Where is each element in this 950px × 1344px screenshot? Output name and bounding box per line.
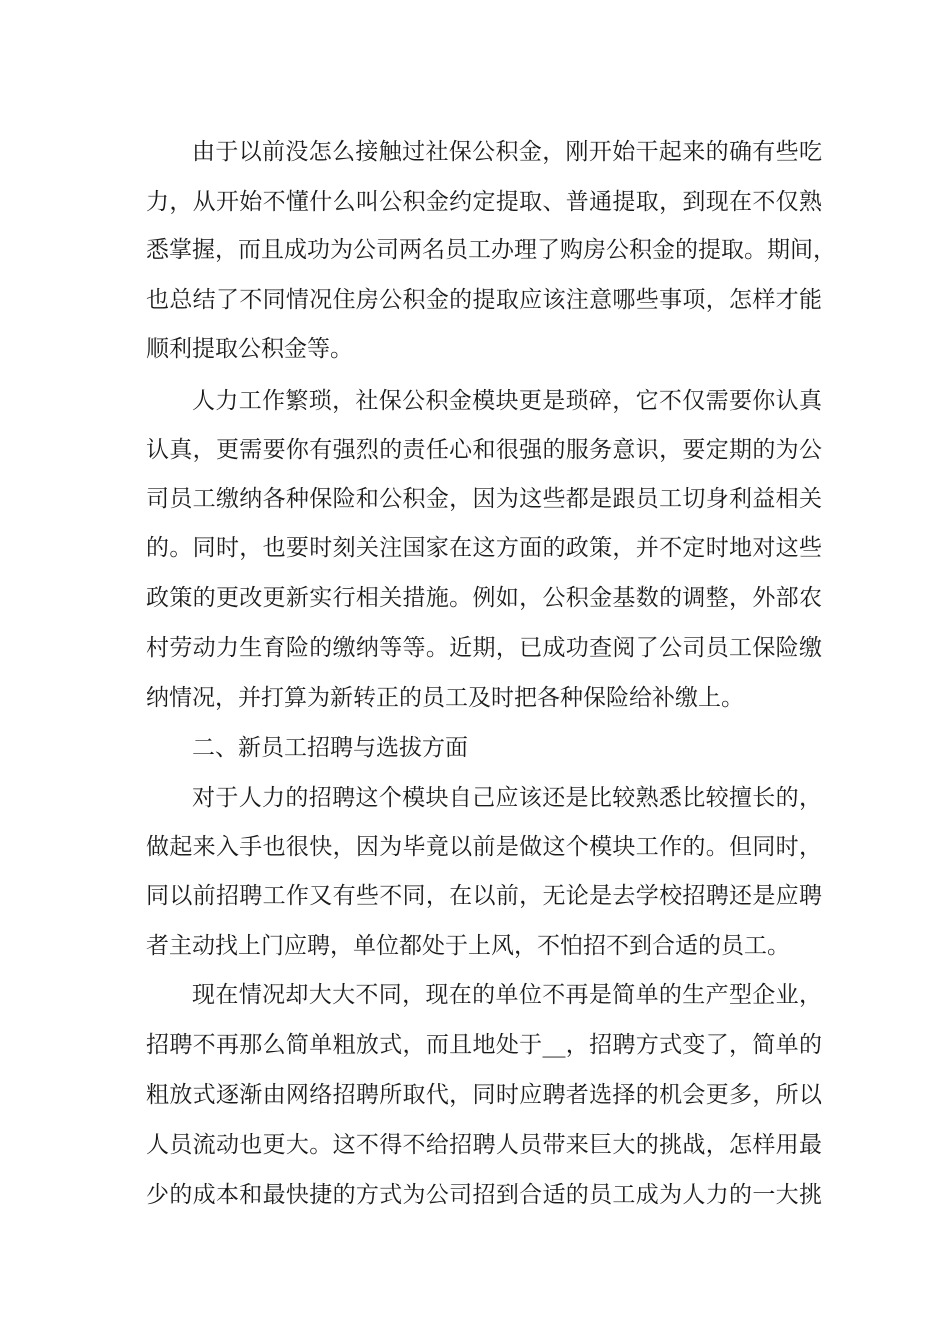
text-line: 粗放式逐渐由网络招聘所取代，同时应聘者选择的机会更多，所以 <box>146 1082 822 1108</box>
text-line: 村劳动力生育险的缴纳等等。近期，已成功查阅了公司员工保险缴 <box>146 635 822 661</box>
text-line: 对于人力的招聘这个模块自己应该还是比较熟悉比较擅长的， <box>192 785 822 811</box>
text-line: 招聘不再那么简单粗放式，而且地处于__，招聘方式变了，简单的 <box>146 1032 822 1058</box>
section-heading: 二、新员工招聘与选拔方面 <box>192 735 468 761</box>
text-line: 力，从开始不懂什么叫公积金约定提取、普通提取，到现在不仅熟 <box>146 189 822 215</box>
text-line: 人力工作繁琐，社保公积金模块更是琐碎，它不仅需要你认真 <box>192 388 822 414</box>
text-line: 现在情况却大大不同，现在的单位不再是简单的生产型企业， <box>192 982 822 1008</box>
text-line: 政策的更改更新实行相关措施。例如，公积金基数的调整，外部农 <box>146 585 822 611</box>
text-line: 同以前招聘工作又有些不同，在以前，无论是去学校招聘还是应聘 <box>146 883 822 909</box>
text-line: 也总结了不同情况住房公积金的提取应该注意哪些事项，怎样才能 <box>146 287 822 313</box>
text-line: 由于以前没怎么接触过社保公积金，刚开始干起来的确有些吃 <box>192 139 822 165</box>
text-line: 顺利提取公积金等。 <box>146 336 353 362</box>
text-line: 的。同时，也要时刻关注国家在这方面的政策，并不定时地对这些 <box>146 535 822 561</box>
text-line: 司员工缴纳各种保险和公积金，因为这些都是跟员工切身利益相关 <box>146 486 822 512</box>
text-line: 人员流动也更大。这不得不给招聘人员带来巨大的挑战，怎样用最 <box>146 1132 822 1158</box>
text-line: 认真，更需要你有强烈的责任心和很强的服务意识，要定期的为公 <box>146 437 822 463</box>
text-line: 悉掌握，而且成功为公司两名员工办理了购房公积金的提取。期间， <box>146 237 836 263</box>
text-line: 做起来入手也很快，因为毕竟以前是做这个模块工作的。但同时， <box>146 834 822 860</box>
text-line: 者主动找上门应聘，单位都处于上风，不怕招不到合适的员工。 <box>146 933 790 959</box>
text-line: 纳情况，并打算为新转正的员工及时把各种保险给补缴上。 <box>146 685 744 711</box>
text-line: 少的成本和最快捷的方式为公司招到合适的员工成为人力的一大挑 <box>146 1182 822 1208</box>
